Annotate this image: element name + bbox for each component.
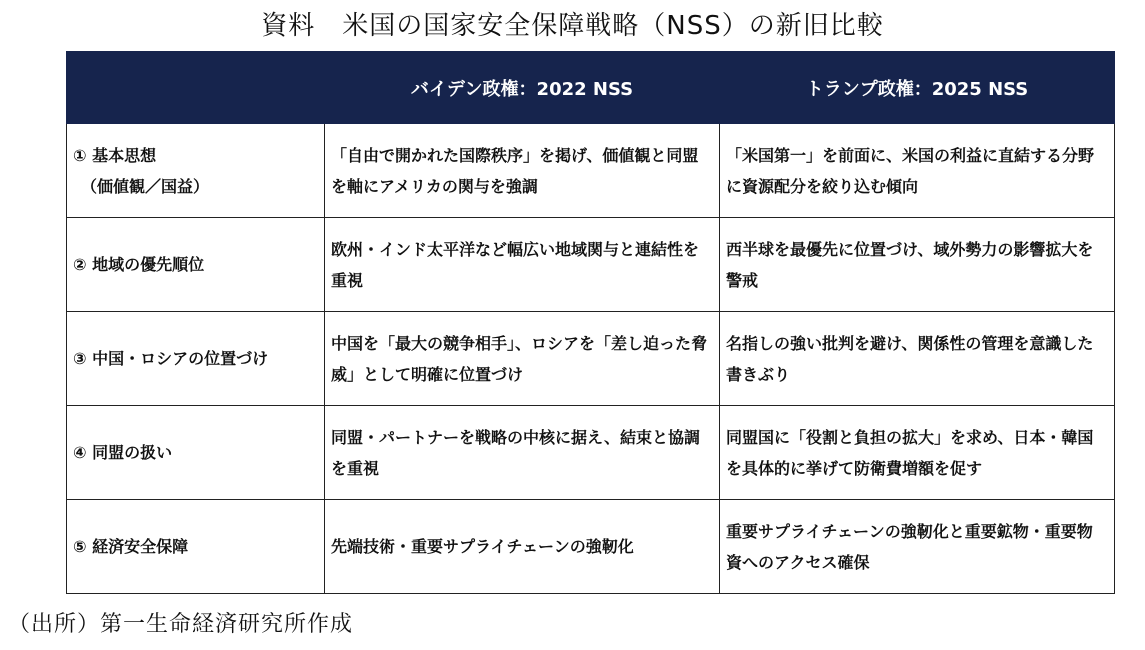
row-label: ④ 同盟の扱い <box>73 443 173 462</box>
row-label-cell <box>67 218 325 312</box>
row-label-cell <box>67 406 325 500</box>
table-row <box>67 500 1115 594</box>
biden-cell: 欧州・インド太平洋など幅広い地域関与と連結性を重視 <box>325 218 720 312</box>
trump-cell: 名指しの強い批判を避け、関係性の管理を意識した書きぶり <box>720 312 1115 406</box>
biden-cell: 「自由で開かれた国際秩序」を掲げ、価値観と同盟を軸にアメリカの関与を強調 <box>325 124 720 218</box>
header-trump: トランプ政権：2025 NSS <box>720 52 1115 124</box>
trump-cell: 「米国第一」を前面に、米国の利益に直結する分野に資源配分を絞り込む傾向 <box>720 124 1115 218</box>
trump-cell: 西半球を最優先に位置づけ、域外勢力の影響拡大を警戒 <box>720 218 1115 312</box>
biden-cell: 先端技術・重要サプライチェーンの強靭化 <box>325 500 720 594</box>
row-label-cell <box>67 312 325 406</box>
table-row <box>67 406 1115 500</box>
trump-cell: 同盟国に「役割と負担の拡大」を求め、日本・韓国を具体的に挙げて防衛費増額を促す <box>720 406 1115 500</box>
biden-cell: 中国を「最大の競争相手」、ロシアを「差し迫った脅威」として明確に位置づけ <box>325 312 720 406</box>
table-header-row <box>67 52 1115 124</box>
row-label: ③ 中国・ロシアの位置づけ <box>73 349 269 368</box>
header-blank-cell <box>67 52 325 124</box>
header-biden: バイデン政権：2022 NSS <box>325 52 720 124</box>
row-label: ① 基本思想 <box>73 145 157 165</box>
trump-cell: 重要サプライチェーンの強靭化と重要鉱物・重要物資へのアクセス確保 <box>720 500 1115 594</box>
comparison-table <box>66 51 1115 594</box>
table-row <box>67 124 1115 218</box>
row-label: ② 地域の優先順位 <box>73 255 205 274</box>
table-row <box>67 218 1115 312</box>
page-title: 資料 米国の国家安全保障戦略（NSS）の新旧比較 <box>261 11 884 41</box>
row-label-sub: （価値観／国益） <box>81 176 210 196</box>
row-label-cell <box>67 124 325 218</box>
row-label: ⑤ 経済安全保障 <box>73 537 189 556</box>
table-row <box>67 312 1115 406</box>
row-label-cell <box>67 500 325 594</box>
biden-cell: 同盟・パートナーを戦略の中核に据え、結束と協調を重視 <box>325 406 720 500</box>
source-note: （出所）第一生命経済研究所作成 <box>8 612 354 637</box>
